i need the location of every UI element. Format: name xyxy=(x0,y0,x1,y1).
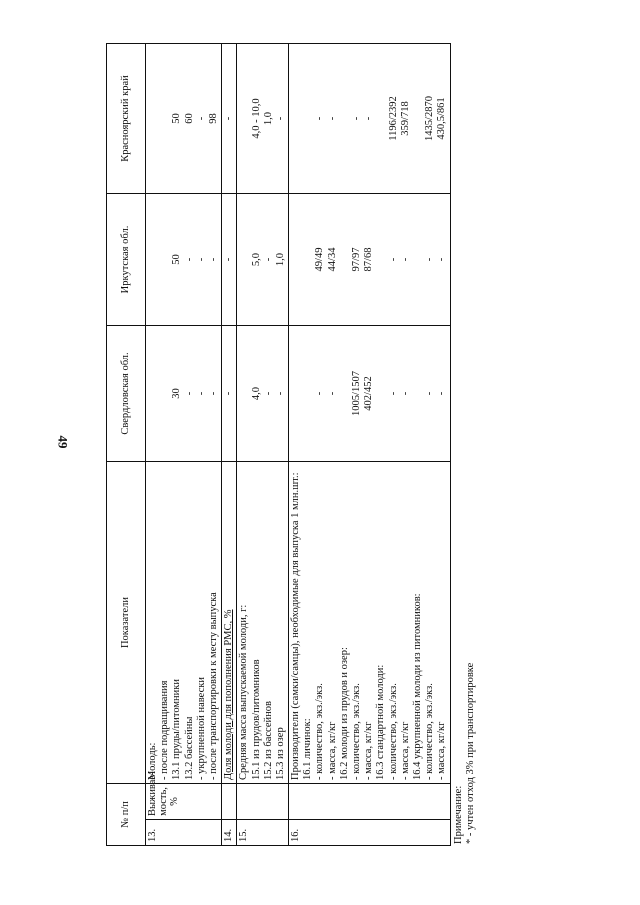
value xyxy=(147,197,159,322)
survival-header: Выживае-мость, % xyxy=(146,784,222,820)
irkutsk-cell xyxy=(289,194,450,326)
row-number: 13. xyxy=(146,820,222,846)
indicator-cell xyxy=(146,462,222,784)
krasnoyarsk-cell xyxy=(222,44,237,194)
irkutsk-cell xyxy=(146,194,222,326)
value xyxy=(375,197,387,322)
value: 49/49 xyxy=(314,247,326,272)
value xyxy=(302,329,314,458)
value xyxy=(302,47,314,190)
sverdlovsk-cell xyxy=(237,326,289,462)
value: 359/718 xyxy=(399,101,411,136)
table-row xyxy=(237,44,289,846)
value: - xyxy=(399,391,411,396)
indicator-line: Молодь: xyxy=(147,742,158,780)
value: 4,0 xyxy=(250,386,262,401)
survival-cell xyxy=(237,784,289,820)
value: - xyxy=(223,116,235,121)
indicator-line: - укрупненной навески xyxy=(195,677,207,780)
value: - xyxy=(223,391,235,396)
row-number: 15. xyxy=(237,820,289,846)
header-sverdlovsk: Свердловская обл. xyxy=(107,326,146,462)
value: 402/452 xyxy=(363,376,375,411)
header-pokazateli: Показатели xyxy=(107,462,146,784)
value: 1435/2870 xyxy=(424,96,436,141)
value: 50 xyxy=(171,254,183,265)
indicator-cell xyxy=(237,462,289,784)
indicator-line: - после транспортировки к месту выпуска xyxy=(207,592,219,780)
value: - xyxy=(387,257,399,262)
indicator-line: - количество, экз./экз. xyxy=(387,683,399,780)
value: - xyxy=(424,391,436,396)
indicator-line: - после подращивания xyxy=(159,680,171,780)
value: 60 xyxy=(183,113,195,124)
value: - xyxy=(223,257,235,262)
value: 87/68 xyxy=(363,247,375,272)
value: - xyxy=(436,257,448,262)
value: - xyxy=(363,116,375,121)
indicator-line: 16.1 личинок: xyxy=(302,718,314,780)
indicator-line: Доля молоди для пополнения РМС, % xyxy=(223,609,235,780)
table-row xyxy=(222,44,237,846)
indicator-line: 15.1 из прудов/питомников xyxy=(250,659,262,780)
row-number: 14. xyxy=(222,820,237,846)
indicator-cell xyxy=(289,462,450,784)
value: - xyxy=(314,391,326,396)
footnote xyxy=(453,44,477,846)
value xyxy=(412,329,424,458)
value: - xyxy=(195,391,207,396)
value: - xyxy=(274,116,286,121)
krasnoyarsk-cell xyxy=(237,44,289,194)
row-number: 16. xyxy=(289,820,450,846)
value xyxy=(159,329,171,458)
data-table xyxy=(106,43,451,846)
value xyxy=(238,197,250,322)
indicator-line: - масса, кг/кг xyxy=(326,721,338,780)
value: - xyxy=(326,116,338,121)
value xyxy=(290,197,302,322)
indicator-line: - масса, кг/кг xyxy=(436,721,448,780)
header-irkutsk: Иркутская обл. xyxy=(107,194,146,326)
value xyxy=(147,329,159,458)
value: 430,5/861 xyxy=(436,97,448,140)
value: - xyxy=(207,391,219,396)
indicator-line: 16.4 укрупненной молоди из питомников: xyxy=(411,593,423,780)
value: 50 xyxy=(171,113,183,124)
value xyxy=(290,47,302,190)
indicator-line: - масса, кг/кг xyxy=(399,721,411,780)
value: 98 xyxy=(207,113,219,124)
value: - xyxy=(262,257,274,262)
value: - xyxy=(195,116,207,121)
value: 1,0 xyxy=(274,252,286,267)
header-num: № п/п xyxy=(107,784,146,846)
value: 97/97 xyxy=(351,247,362,272)
krasnoyarsk-cell xyxy=(146,44,222,194)
table-header-row xyxy=(107,44,146,846)
value: - xyxy=(387,391,399,396)
value xyxy=(339,329,351,458)
value: - xyxy=(195,257,207,262)
irkutsk-cell xyxy=(222,194,237,326)
value: 30 xyxy=(171,388,183,399)
indicator-line: - количество, экз./экз. xyxy=(351,683,362,780)
value xyxy=(159,47,171,190)
value xyxy=(412,47,424,190)
survival-cell xyxy=(289,784,450,820)
page-number: 49 xyxy=(55,435,71,449)
value: - xyxy=(262,391,274,396)
value xyxy=(412,197,424,322)
value: 44/34 xyxy=(326,247,338,272)
value: 5,0 xyxy=(250,252,262,267)
value xyxy=(302,197,314,322)
indicator-line: 13.1 пруды/питомники xyxy=(171,679,183,780)
indicator-line: 16.3 стандартной молоди: xyxy=(375,664,387,780)
value: - xyxy=(424,257,436,262)
value: - xyxy=(274,391,286,396)
value: 4,0 - 10,0 xyxy=(250,98,262,139)
indicator-line: - масса, кг/кг xyxy=(363,721,375,780)
value xyxy=(159,197,171,322)
footnote-title: Примечание: xyxy=(452,785,464,844)
indicator-line: - количество, экз./экз. xyxy=(314,683,326,780)
value: 1,0 xyxy=(262,111,274,126)
sverdlovsk-cell xyxy=(289,326,450,462)
value: - xyxy=(351,116,362,121)
value xyxy=(290,329,302,458)
value: 1005/1507 xyxy=(351,371,362,416)
value: - xyxy=(399,257,411,262)
krasnoyarsk-cell xyxy=(289,44,450,194)
rotated-table-page xyxy=(106,44,480,846)
indicator-line: 13.2 бассейны xyxy=(183,716,195,780)
indicator-line: Производители (самки/самцы), необходимые для выпуска 1 млн.шт.: xyxy=(290,472,302,780)
footnote-text: * - учтен отход 3% при транспортировке xyxy=(464,662,476,844)
value: - xyxy=(183,257,195,262)
indicator-cell xyxy=(222,462,237,784)
indicator-line: 15.3 из озер xyxy=(274,727,286,780)
survival-cell xyxy=(222,784,237,820)
value xyxy=(375,329,387,458)
value: - xyxy=(207,257,219,262)
indicator-line: - количество, экз./экз. xyxy=(424,683,436,780)
header-krasnoyarsk: Красноярский край xyxy=(107,44,146,194)
sverdlovsk-cell xyxy=(222,326,237,462)
value: 1196/2392 xyxy=(387,96,399,141)
irkutsk-cell xyxy=(237,194,289,326)
value xyxy=(238,329,250,458)
value xyxy=(375,47,387,190)
value xyxy=(339,197,351,322)
sverdlovsk-cell xyxy=(146,326,222,462)
table-row xyxy=(289,44,450,846)
value: - xyxy=(436,391,448,396)
value: - xyxy=(326,391,338,396)
indicator-line: Средняя масса выпускаемой молоди, г: xyxy=(238,604,250,780)
table-row xyxy=(146,44,222,846)
value xyxy=(147,47,159,190)
value xyxy=(238,47,250,190)
value xyxy=(339,47,351,190)
indicator-line: 16.2 молоди из прудов и озер: xyxy=(338,647,350,780)
indicator-line: 15.2 из бассейнов xyxy=(262,701,274,780)
value: - xyxy=(314,116,326,121)
value: - xyxy=(183,391,195,396)
